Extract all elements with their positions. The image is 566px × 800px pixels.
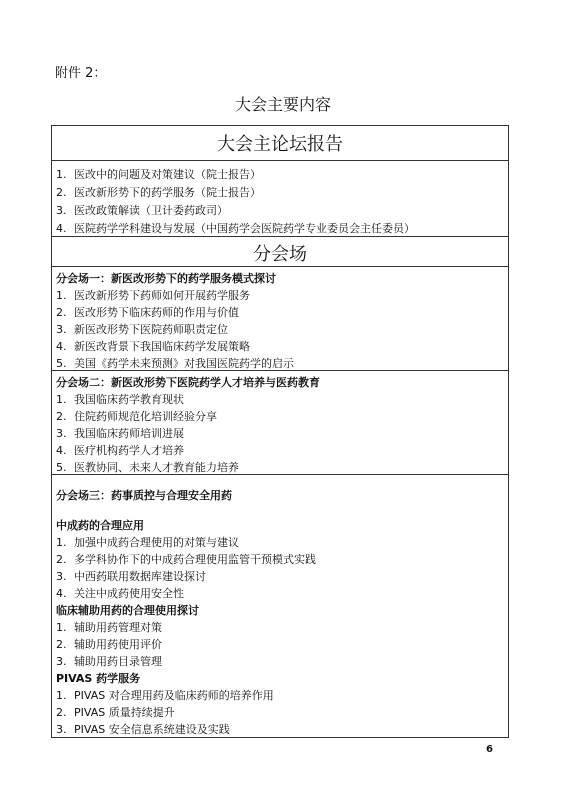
item-number: 3. (56, 427, 67, 440)
item-number: 3. (56, 570, 67, 583)
item-text: 医改新形势下的药学服务（院士报告） (74, 186, 261, 199)
item-number: 2. (56, 186, 67, 199)
list-item (56, 551, 316, 567)
item-number: 2. (56, 410, 67, 423)
item-text: 我国临床药学教育现状 (74, 393, 184, 406)
list-item (56, 202, 228, 218)
item-number: 4. (56, 444, 67, 457)
item-text: 辅助用药管理对策 (74, 621, 162, 634)
venue-title: 分会场二：新医改形势下医院药学人才培养与医药教育 (56, 376, 320, 389)
item-number: 3. (56, 204, 67, 217)
list-item (56, 459, 239, 475)
table-rule (51, 160, 509, 161)
item-text: 医教协同、未来人才教育能力培养 (74, 461, 239, 474)
item-number: 4. (56, 587, 67, 600)
item-text: 住院药师规范化培训经验分享 (74, 410, 217, 423)
item-number: 4. (56, 340, 67, 353)
item-text: 我国临床药师培训进展 (74, 427, 184, 440)
item-text: 医改新形势下药师如何开展药学服务 (74, 289, 250, 302)
group-title: 中成药的合理应用 (56, 519, 144, 532)
attachment-label: 附件 2： (55, 66, 107, 81)
item-number: 1. (56, 289, 67, 302)
item-text: PIVAS 质量持续提升 (74, 706, 175, 719)
list-item (56, 721, 230, 737)
list-item (56, 687, 274, 703)
item-text: 中西药联用数据库建设探讨 (74, 570, 206, 583)
item-number: 1. (56, 689, 67, 702)
list-item (56, 304, 239, 320)
list-item (56, 568, 206, 584)
item-text: 辅助用药使用评价 (74, 638, 162, 651)
list-item (56, 704, 175, 720)
list-item (56, 321, 228, 337)
main-forum-heading: 大会主论坛报告 (217, 134, 343, 155)
item-number: 3. (56, 723, 67, 736)
list-item (56, 355, 294, 371)
item-text: 关注中成药使用安全性 (74, 587, 184, 600)
item-number: 2. (56, 306, 67, 319)
sub-venues-heading: 分会场 (253, 244, 307, 265)
item-text: 医疗机构药学人才培养 (74, 444, 184, 457)
item-text: PIVAS 对合理用药及临床药师的培养作用 (74, 689, 274, 702)
item-text: 辅助用药目录管理 (74, 655, 162, 668)
list-item (56, 534, 239, 550)
list-item (56, 636, 162, 652)
group-title: 临床辅助用药的合理使用探讨 (56, 604, 199, 617)
list-item (56, 220, 415, 236)
item-text: 医改政策解读（卫计委药政司） (74, 204, 228, 217)
table-rule (51, 236, 509, 237)
item-number: 2. (56, 553, 67, 566)
item-number: 1. (56, 393, 67, 406)
page-title: 大会主要内容 (234, 95, 331, 114)
item-number: 5. (56, 357, 67, 370)
item-number: 3. (56, 655, 67, 668)
item-number: 1. (56, 621, 67, 634)
venue-title: 分会场一：新医改形势下的药学服务模式探讨 (56, 272, 276, 285)
list-item (56, 442, 184, 458)
list-item (56, 408, 217, 424)
list-item (56, 166, 261, 182)
item-text: 医院药学学科建设与发展（中国药学会医院药学专业委员会主任委员） (74, 222, 415, 235)
item-number: 3. (56, 323, 67, 336)
item-text: PIVAS 安全信息系统建设及实践 (74, 723, 230, 736)
item-text: 医改中的问题及对策建议（院士报告） (74, 168, 261, 181)
item-text: 新医改形势下医院药师职责定位 (74, 323, 228, 336)
item-text: 医改形势下临床药师的作用与价值 (74, 306, 239, 319)
list-item (56, 653, 162, 669)
page-number: 6 (486, 744, 493, 755)
item-text: 加强中成药合理使用的对策与建议 (74, 536, 239, 549)
list-item (56, 425, 184, 441)
item-number: 1. (56, 536, 67, 549)
list-item (56, 391, 184, 407)
venue-title: 分会场三：药事质控与合理安全用药 (56, 489, 232, 502)
item-number: 1. (56, 168, 67, 181)
table-rule (51, 266, 509, 267)
item-number: 2. (56, 706, 67, 719)
list-item (56, 619, 162, 635)
group-title: PIVAS 药学服务 (56, 672, 141, 685)
item-text: 新医改背景下我国临床药学发展策略 (74, 340, 250, 353)
list-item (56, 287, 250, 303)
item-number: 5. (56, 461, 67, 474)
item-number: 2. (56, 638, 67, 651)
list-item (56, 184, 261, 200)
item-text: 多学科协作下的中成药合理使用监管干预模式实践 (74, 553, 316, 566)
item-number: 4. (56, 222, 67, 235)
list-item (56, 338, 250, 354)
item-text: 美国《药学未来预测》对我国医院药学的启示 (74, 357, 294, 370)
list-item (56, 585, 184, 601)
